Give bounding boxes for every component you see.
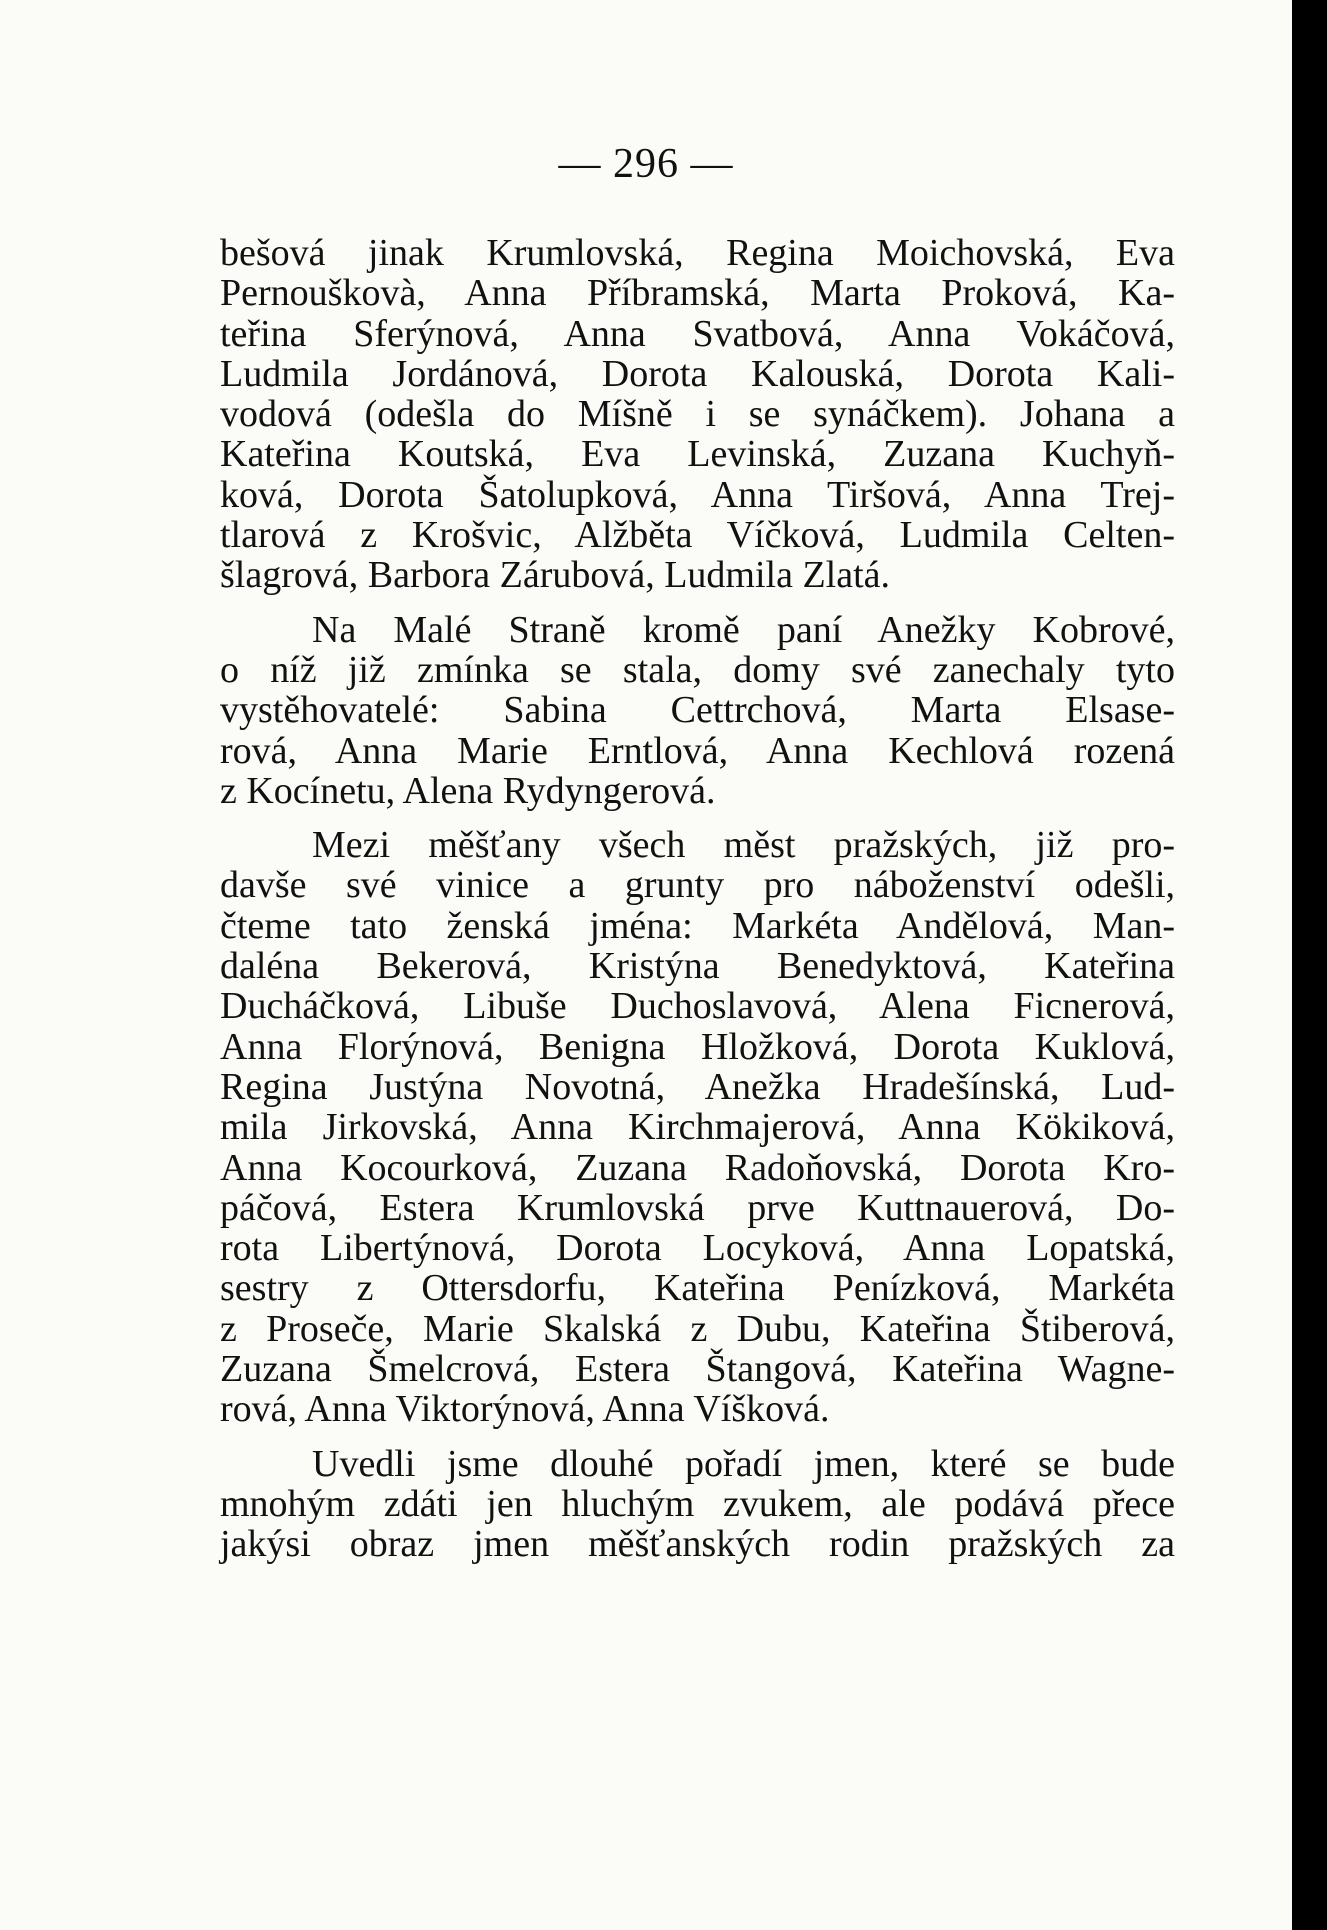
paragraph-4 [220,1444,1175,1565]
text-line: Mezi měšťany všech měst pražských, již pro- [312,824,1175,867]
text-line: čteme tato ženská jména: Markéta Andělová, Man- [220,904,1175,947]
page-text [220,233,1175,1579]
text-line: šlagrová, Barbora Zárubová, Ludmila Zlatá. [220,554,891,597]
text-line: Ducháčková, Libuše Duchoslavová, Alena Ficnerová, [220,985,1175,1028]
text-line: davše své vinice a grunty pro náboženství odešli, [220,864,1175,907]
text-line: daléna Bekerová, Kristýna Benedyktová, Kateřina [220,945,1175,988]
text-line: o níž již zmínka se stala, domy své zanechaly tyto [220,648,1175,691]
text-line: Anna Kocourková, Zuzana Radoňovská, Dorota Kro- [220,1146,1175,1189]
text-line: Anna Florýnová, Benigna Hložková, Dorota Kuklová, [220,1025,1175,1068]
text-line: z Kocínetu, Alena Rydyngerová. [220,769,716,812]
text-line: mila Jirkovská, Anna Kirchmajerová, Anna Kökiková, [220,1106,1175,1149]
text-line: tlarová z Krošvic, Alžběta Víčková, Ludmila Celten- [220,514,1175,557]
paragraph-3 [220,825,1175,1429]
text-line: bešová jinak Krumlovská, Regina Moichovská, Eva [220,232,1175,274]
text-line: páčová, Estera Krumlovská prve Kuttnauerová, Do- [220,1186,1175,1229]
text-line: rota Libertýnová, Dorota Locyková, Anna Lopatská, [220,1227,1175,1270]
text-line: Ludmila Jordánová, Dorota Kalouská, Dorota Kali- [220,352,1175,395]
text-line: Pernouškovà, Anna Příbramská, Marta Proková, Ka- [220,272,1175,315]
page-number: — 296 — [558,141,734,187]
text-line: ková, Dorota Šatolupková, Anna Tiršová, Anna Trej- [220,473,1175,516]
text-line: Regina Justýna Novotná, Anežka Hradešínská, Lud- [220,1065,1175,1108]
paragraph-2 [220,610,1175,811]
paragraph-1 [220,233,1175,596]
text-line: teřina Sferýnová, Anna Svatbová, Anna Vokáčová, [220,312,1175,355]
text-line: Na Malé Straně kromě paní Anežky Kobrové, [312,608,1175,651]
text-line: rová, Anna Marie Erntlová, Anna Kechlová rozená [220,729,1175,772]
text-line: z Proseče, Marie Skalská z Dubu, Kateřina Štiberová, [220,1307,1175,1350]
text-line: Kateřina Koutská, Eva Levinská, Zuzana Kuchyň- [220,433,1175,476]
text-line: vystěhovatelé: Sabina Cettrchová, Marta Elsase- [220,689,1175,732]
text-line: sestry z Ottersdorfu, Kateřina Penízková, Markéta [220,1267,1175,1310]
text-line: Uvedli jsme dlouhé pořadí jmen, které se bude [312,1442,1175,1485]
text-line: vodová (odešla do Míšně i se synáčkem). Johana a [220,393,1175,436]
scan-dark-edge [1292,0,1327,1930]
text-line: jakýsi obraz jmen měšťanských rodin pražských za [220,1523,1175,1566]
text-line: rová, Anna Viktorýnová, Anna Víšková. [220,1388,830,1431]
text-line: Zuzana Šmelcrová, Estera Štangová, Kateřina Wagne- [220,1348,1175,1391]
text-line: mnohým zdáti jen hluchým zvukem, ale podává přece [220,1482,1175,1525]
